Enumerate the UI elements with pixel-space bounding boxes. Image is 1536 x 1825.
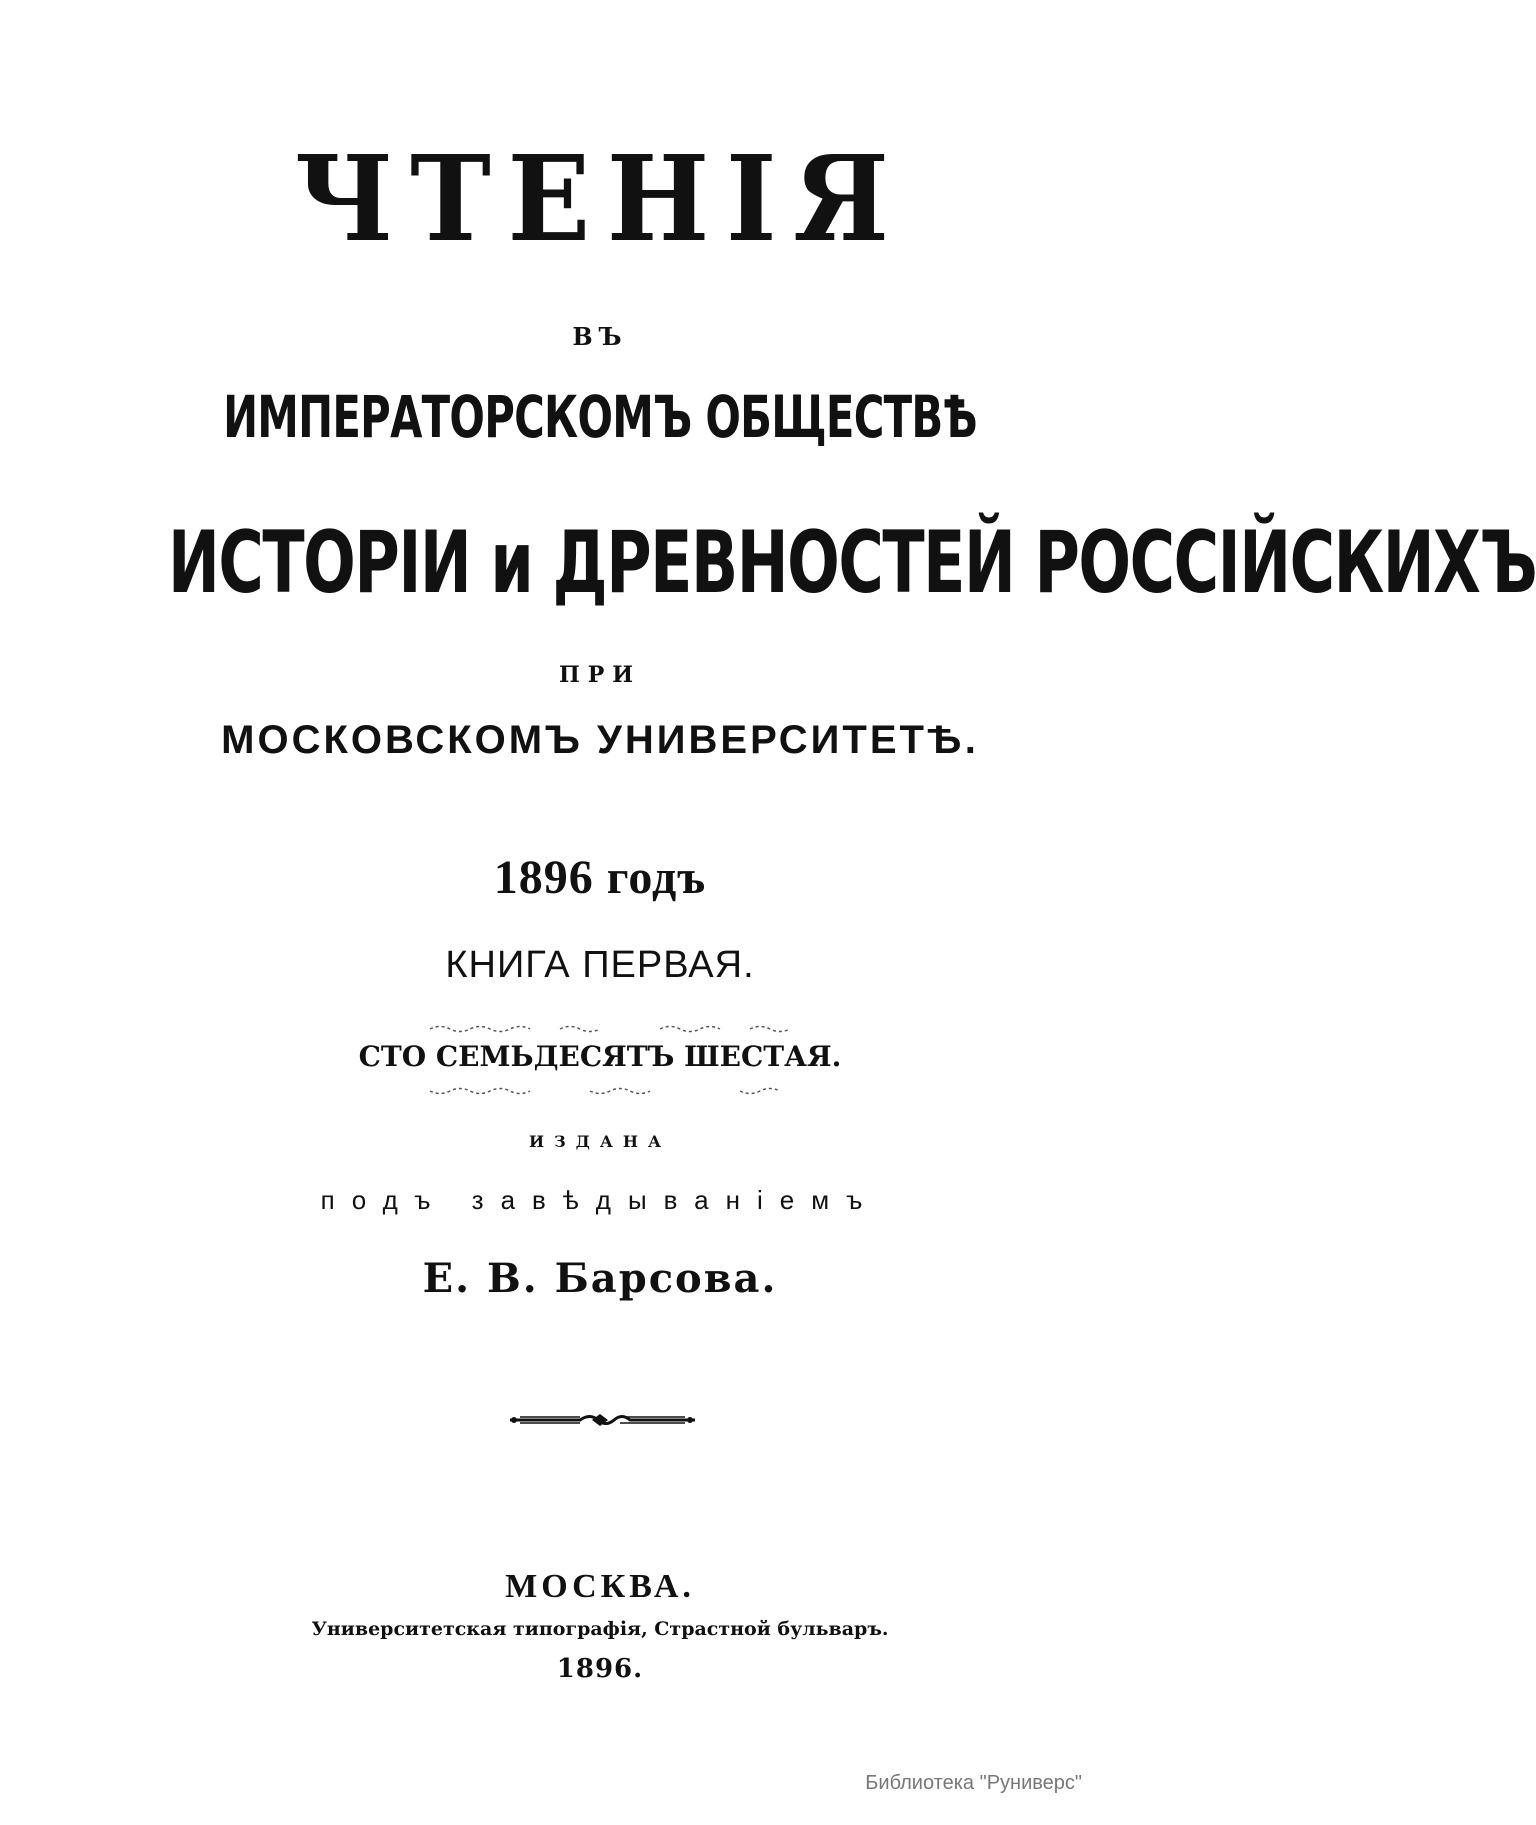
imprint-city: МОСКВА. bbox=[505, 1568, 695, 1605]
publication-year-heading: 1896 годъ bbox=[493, 851, 707, 904]
editor-name: Е. В. Барсова. bbox=[422, 1255, 778, 1302]
issue-number: СТО СЕМЬДЕСЯТЪ ШЕСТАЯ. bbox=[358, 1040, 842, 1073]
preposition-line: ВЪ bbox=[572, 322, 628, 351]
issue-border-top-decoration bbox=[430, 1024, 800, 1034]
ornament-divider bbox=[0, 1405, 1200, 1435]
issue-border-bottom-decoration bbox=[430, 1086, 800, 1096]
published-label: ИЗДАНА bbox=[528, 1132, 672, 1151]
preposition-at: ПРИ bbox=[558, 662, 642, 688]
society-name-line-2: ИСТОРІИ и ДРЕВНОСТЕЙ РОССІЙСКИХЪ bbox=[167, 513, 1536, 613]
library-watermark: Библиотека "Руниверс" bbox=[865, 1772, 1082, 1794]
under-direction-label: подъ завѣдываніемъ bbox=[320, 1185, 880, 1215]
imprint-year: 1896. bbox=[556, 1654, 644, 1684]
university-name: МОСКОВСКОМЪ УНИВЕРСИТЕТѢ. bbox=[221, 718, 979, 762]
society-name-line-1: ИМПЕРАТОРСКОМЪ ОБЩЕСТВѢ bbox=[223, 383, 977, 451]
book-number: КНИГА ПЕРВАЯ. bbox=[445, 944, 755, 986]
imprint-printing-house: Университетская типографія, Страстной бульваръ. bbox=[311, 1618, 889, 1640]
book-title: ЧТЕНІЯ bbox=[294, 129, 906, 268]
